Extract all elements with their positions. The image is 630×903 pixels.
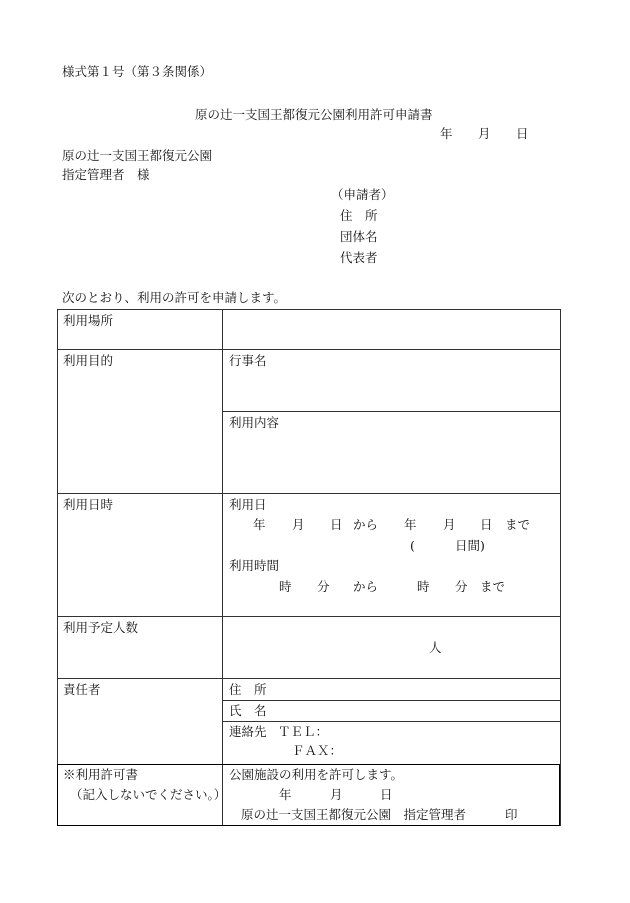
application-table — [57, 309, 561, 826]
date-to-month: 月 — [443, 517, 456, 532]
fax-label: ＦＡＸ： — [292, 743, 343, 758]
date-to-day: 日 — [480, 517, 493, 532]
datetime-label: 利用日時 — [63, 497, 114, 512]
permit-text: 公園施設の利用を許可します。 — [229, 767, 404, 782]
permit-note: （記入しないでください。） — [70, 787, 227, 802]
addressee-park: 原の辻一支国王都復元公園 — [62, 148, 213, 163]
responsible-label: 責任者 — [63, 682, 101, 697]
permit-day: 日 — [380, 787, 393, 802]
event-name-label: 行事名 — [229, 353, 267, 368]
addressee-manager: 指定管理者 様 — [62, 167, 150, 182]
date-from-day: 日 — [330, 517, 343, 532]
date-from-word: から — [353, 517, 379, 532]
applicant-group: 団体名 — [340, 229, 378, 244]
responsible-address-label: 住 所 — [229, 682, 267, 697]
use-time-label: 利用時間 — [229, 558, 280, 573]
purpose-label: 利用目的 — [63, 353, 114, 368]
date-from-month: 月 — [292, 517, 305, 532]
permit-issuer: 原の辻一支国王都復元公園 指定管理者 — [241, 807, 467, 822]
time-until-word: まで — [480, 579, 506, 594]
date-from-year: 年 — [253, 517, 266, 532]
people-unit: 人 — [429, 640, 442, 655]
place-label: 利用場所 — [63, 313, 114, 328]
form-number: 様式第１号（第３条関係） — [62, 64, 213, 79]
use-date-label: 利用日 — [229, 497, 267, 512]
place-field[interactable] — [223, 310, 559, 348]
permit-month: 月 — [330, 787, 343, 802]
applicant-heading: （申請者） — [331, 187, 394, 202]
time-from-minute: 分 — [317, 579, 330, 594]
date-day: 日 — [516, 126, 529, 141]
time-to-minute: 分 — [455, 579, 468, 594]
time-to-hour: 時 — [417, 579, 430, 594]
contact-label: 連絡先 — [229, 724, 267, 739]
responsible-name-label: 氏 名 — [229, 703, 267, 718]
seal-mark: 印 — [505, 807, 518, 822]
permit-label: ※利用許可書 — [63, 767, 139, 782]
date-until-word: まで — [505, 517, 531, 532]
time-from-word: から — [353, 579, 379, 594]
intro-text: 次のとおり、利用の許可を申請します。 — [62, 290, 287, 305]
date-month: 月 — [478, 126, 491, 141]
tel-label: ＴＥＬ： — [278, 724, 329, 739]
content-label: 利用内容 — [229, 415, 280, 430]
date-year: 年 — [440, 126, 453, 141]
days-open-paren: ( — [410, 538, 415, 553]
people-label: 利用予定人数 — [63, 620, 139, 635]
applicant-address: 住 所 — [340, 208, 378, 223]
date-to-year: 年 — [404, 517, 417, 532]
applicant-representative: 代表者 — [340, 250, 378, 265]
days-label: 日間) — [455, 538, 485, 553]
time-from-hour: 時 — [279, 579, 292, 594]
permit-year: 年 — [279, 787, 292, 802]
document-title: 原の辻一支国王都復元公園利用許可申請書 — [195, 107, 433, 122]
